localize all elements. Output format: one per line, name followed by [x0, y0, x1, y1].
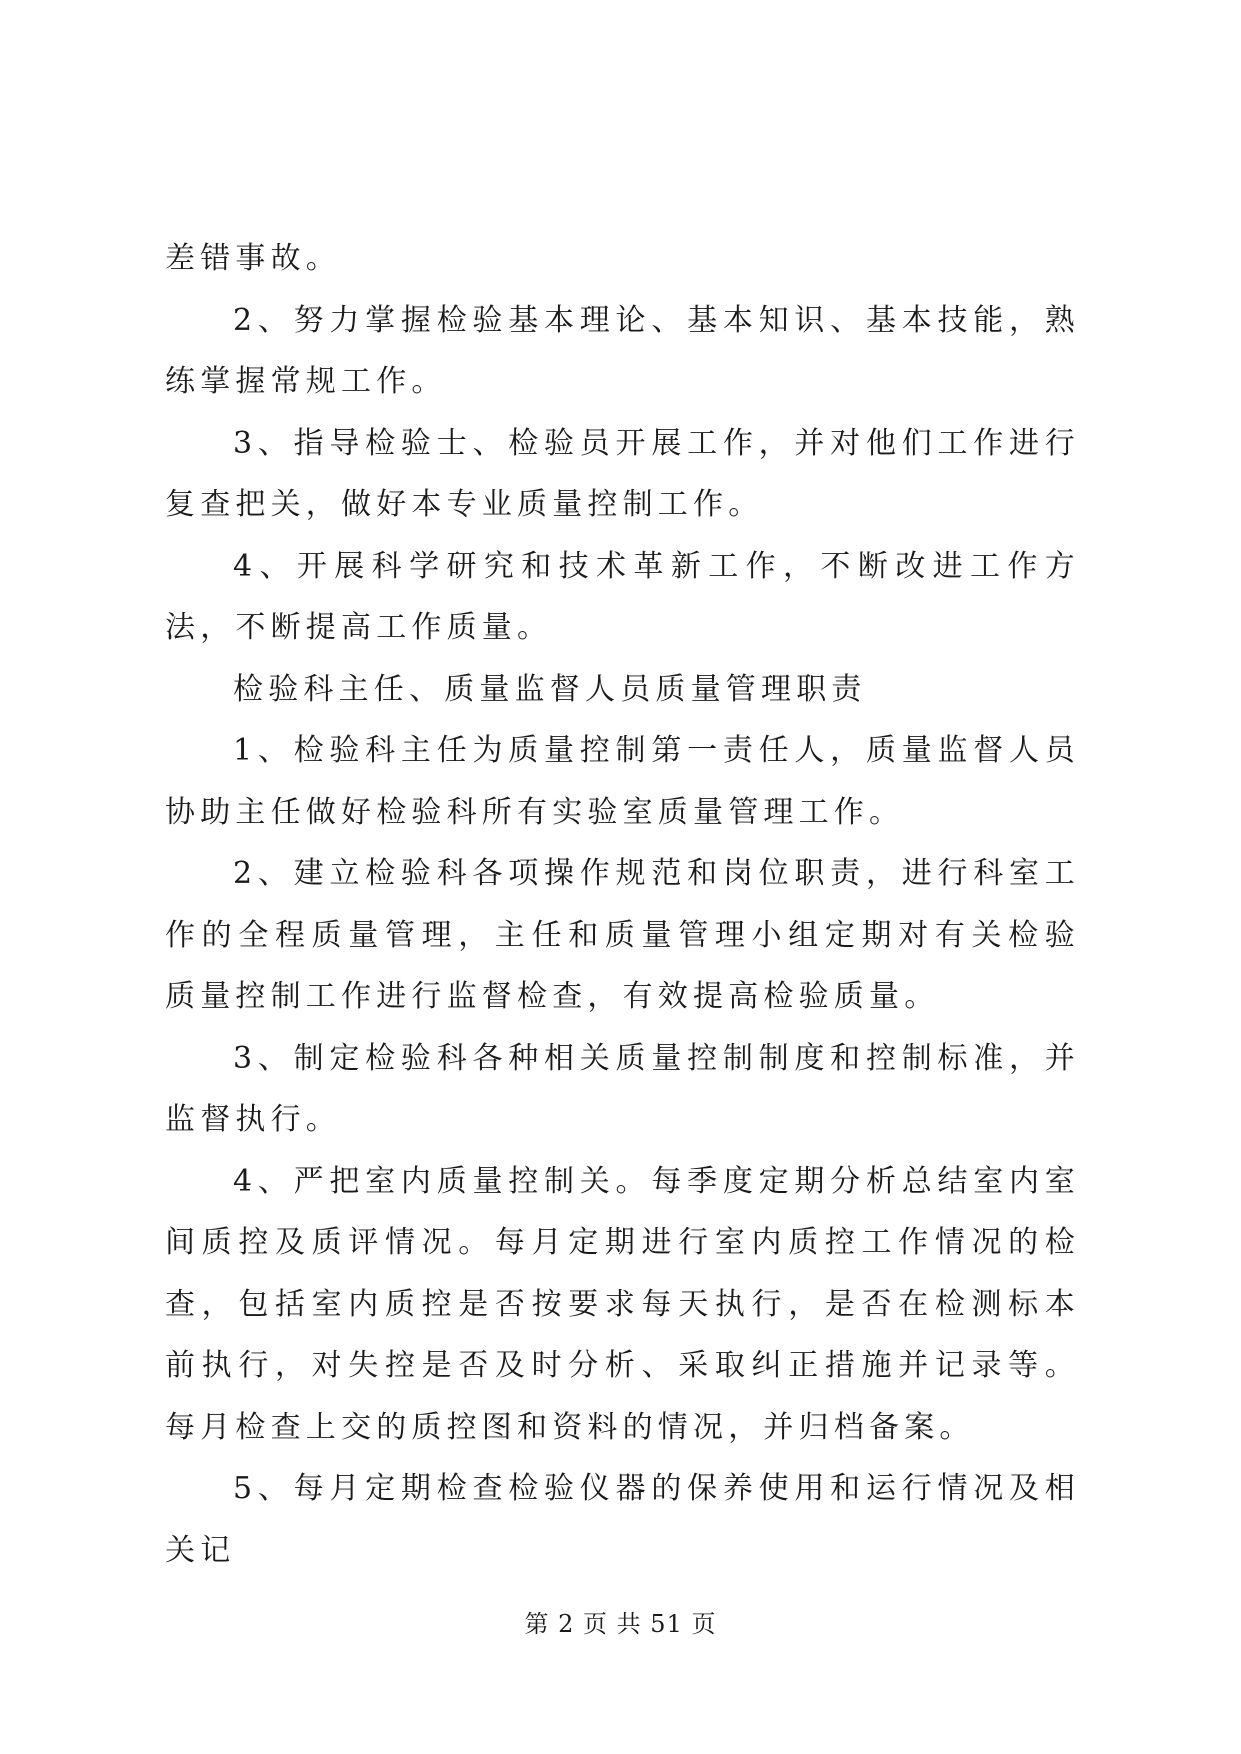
- section-item-5: 5、每月定期检查检验仪器的保养使用和运行情况及相关记: [165, 1471, 1080, 1568]
- section-item-4: 4、严把室内质量控制关。每季度定期分析总结室内室间质控及质评情况。每月定期进行室内质控工作情况的检查，包括室内质控是否按要求每天执行，是否在检测标本前执行，对失控是否及时分析、采取纠正措施并记录等。每月检查上交的质控图和资料的情况，并归档备案。: [165, 1163, 1080, 1445]
- paragraph-item-3: 3、指导检验士、检验员开展工作，并对他们工作进行复查把关，做好本专业质量控制工作。: [165, 425, 1080, 522]
- page-number-footer: 第 2 页 共 51 页: [524, 1610, 717, 1638]
- paragraph-item-4: 4、开展科学研究和技术革新工作，不断改进工作方法，不断提高工作质量。: [165, 548, 1080, 645]
- section-item-1: 1、检验科主任为质量控制第一责任人，质量监督人员协助主任做好检验科所有实验室质量管理工作。: [165, 733, 1080, 830]
- section-item-3: 3、制定检验科各种相关质量控制制度和控制标准，并监督执行。: [165, 1040, 1080, 1137]
- paragraph-item-2: 2、努力掌握检验基本理论、基本知识、基本技能，熟练掌握常规工作。: [165, 302, 1080, 399]
- section-item-2: 2、建立检验科各项操作规范和岗位职责，进行科室工作的全程质量管理，主任和质量管理小组定期对有关检验质量控制工作进行监督检查，有效提高检验质量。: [165, 856, 1080, 1014]
- section-heading: 检验科主任、质量监督人员质量管理职责: [233, 671, 867, 707]
- document-body: [165, 228, 1080, 1581]
- paragraph-continuation: 差错事故。: [165, 241, 341, 276]
